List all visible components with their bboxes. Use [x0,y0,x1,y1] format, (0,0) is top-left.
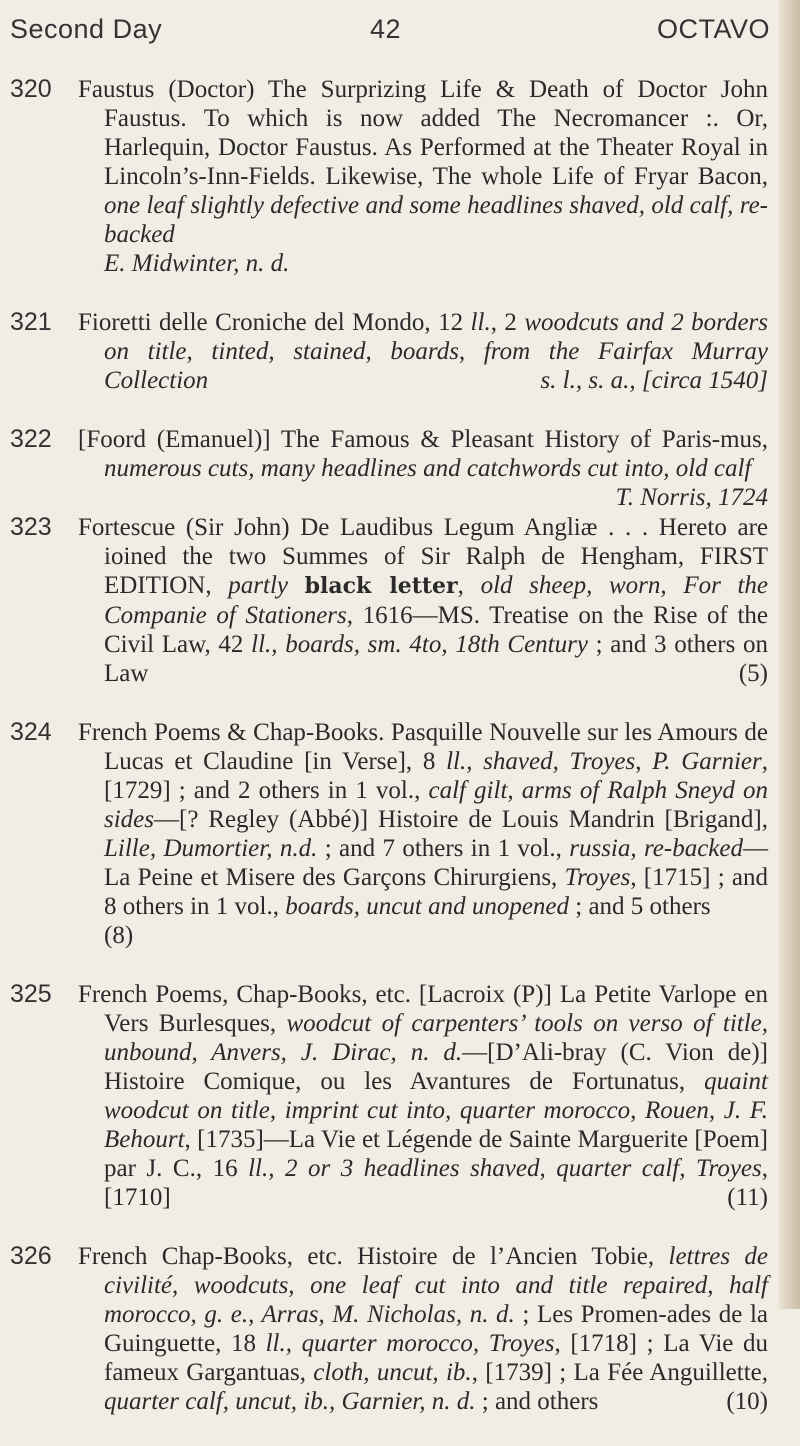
entry-text: Fioretti delle Croniche del Mondo, 12 ll., 2 woodcuts and 2 borders on title, tinted, stained, boards, from the Fairfax Murray Collection s. l., s. a., [circa 1540] [78,309,769,394]
entry-text: Fortescue (Sir John) De Laudibus Legum Angliæ . . . Hereto are ioined the two Summes of Sir Ralph de Hengham, FIRST EDITION, partly black letter, old sheep, worn, For the Companie of Stationers, 1616—MS. Treatise on the Rise of the Civil Law, 42 ll., boards, sm. 4to, 18th Century ; and 3 others on Law (5) [78,514,769,687]
entry-text: French Poems, Chap-Books, etc. [Lacroix (P)] La Petite Varlope en Vers Burlesques, woodcut of carpenters’ tools on verso of title, unbound, Anvers, J. Dirac, n. d.—[D’Ali-bray (C. Vion de)] Histoire Comique, ou les Avantures de Fortunatus, quaint woodcut on title, imprint cut into, quarter morocco, Rouen, J. F. Behourt, [1735]—La Vie et Légende de Sainte Marguerite [Poem] par J. C., 16 ll., 2 or 3 headlines shaved, quarter calf, Troyes, [1710] (11) [78,981,769,1211]
lot-number: 320 [10,75,52,103]
lot-number: 322 [10,425,52,453]
catalogue-entry [0,425,768,511]
lot-number: 323 [10,513,52,541]
lot-number: 326 [10,1242,52,1270]
lot-number: 324 [10,718,52,746]
entry-text: Faustus (Doctor) The Surprizing Life & Death of Doctor John Faustus. To which is now added The Necromancer :. Or, Harlequin, Doctor Faustus. As Performed at the Theater Royal in Lincoln’s-Inn-Fields. Likewise, The whole Life of Fryar Bacon, one leaf slightly defective and some headlines shaved, old calf, re-backed E. Midwinter, n. d. [78,76,768,277]
catalogue-entries [0,75,768,1446]
page-number: 42 [370,14,402,44]
catalogue-entry [0,1242,768,1416]
header-day: Second Day [10,14,163,44]
lot-number: 321 [10,308,52,336]
catalogue-entry [0,513,768,688]
catalogue-entry [0,308,768,395]
catalogue-entry [0,980,768,1212]
header-format: OCTAVO [656,14,770,44]
catalogue-entry [0,75,768,278]
page-edge [778,0,800,1309]
entry-text: French Chap-Books, etc. Histoire de l’Ancien Tobie, lettres de civilité, woodcuts, one leaf cut into and title repaired, half morocco, g. e., Arras, M. Nicholas, n. d. ; Les Promen-ades de la Guinguette, 18 ll., quarter morocco, Troyes, [1718] ; La Vie du fameux Gargantuas, cloth, uncut, ib., [1739] ; La Fée Anguillette, quarter calf, uncut, ib., Garnier, n. d. ; and others (10) [78,1243,769,1415]
lot-number: 325 [10,980,52,1008]
entry-text: [Foord (Emanuel)] The Famous & Pleasant History of Paris-mus, numerous cuts, many headlines and catchwords cut into, old calf T. Norris, 1724 [78,426,768,511]
catalogue-entry [0,718,768,950]
page-header [0,14,770,54]
entry-text: French Poems & Chap-Books. Pasquille Nouvelle sur les Amours de Lucas et Claudine [in Verse], 8 ll., shaved, Troyes, P. Garnier, [1729] ; and 2 others in 1 vol., calf gilt, arms of Ralph Sneyd on sides—[? Regley (Abbé)] Histoire de Louis Mandrin [Brigand], Lille, Dumortier, n.d. ; and 7 others in 1 vol., russia, re-backed—La Peine et Misere des Garçons Chirurgiens, Troyes, [1715] ; and 8 others in 1 vol., boards, uncut and unopened ; and 5 others (8) [78,719,769,949]
